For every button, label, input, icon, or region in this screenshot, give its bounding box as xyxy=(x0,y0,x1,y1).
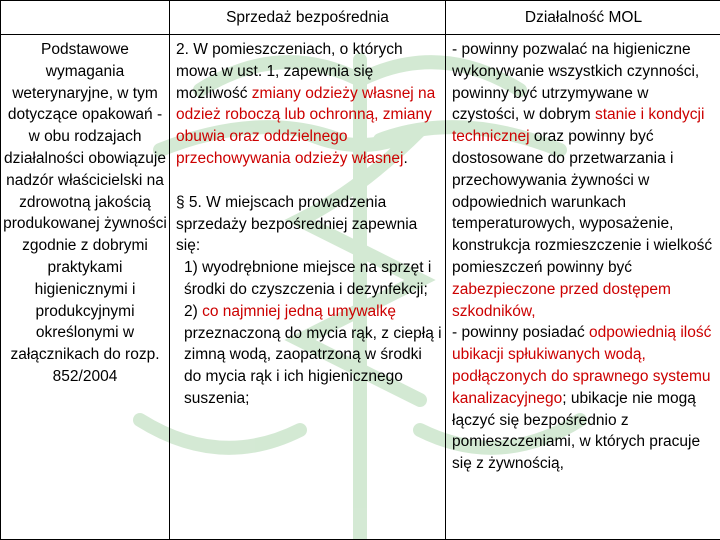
text-segment: - powinny pozwalać na higieniczne wykonywanie wszystkich czynności, powinny być utrzymywane w czystości, w dobrym xyxy=(452,41,700,124)
direct-sales-paragraph-2: § 5. W miejscach prowadzenia sprzedaży bezpośredniej zapewnia się: xyxy=(176,193,418,255)
requirements-text: Podstawowe wymagania weterynaryjne, w tym dotyczące opakowań - w obu rodzajach działalności obowiązuje nadzór właścicielski na zdrowotną jakością produkowanej żywności zgodnie z dobrymi praktykami higienicznymi i produkcyjnymi określonymi w załącznikach do rozp. 852/2004 xyxy=(3,41,167,385)
highlight-segment: co najmniej jedną umywalkę xyxy=(202,302,396,320)
mol-paragraph-1 xyxy=(452,39,719,322)
header-direct-sales: Sprzedaż bezpośrednia xyxy=(170,1,446,35)
direct-sales-paragraph-1 xyxy=(176,39,443,170)
requirements-cell xyxy=(1,35,170,540)
header-mol: Działalność MOL xyxy=(446,1,720,35)
table-header-row xyxy=(1,1,720,35)
text-segment: ; ubikacje nie mogą łączyć się bezpośrednio z pomieszczeniami, w których pracuje się z żywnością, xyxy=(452,389,701,473)
mol-paragraph-2 xyxy=(452,322,719,475)
text-segment: - powinny posiadać xyxy=(452,324,589,342)
direct-sales-item-2 xyxy=(176,301,443,410)
table-row xyxy=(1,35,720,540)
highlight-segment: zmiany odzieży własnej na odzież roboczą lub ochronną, zmiany obuwia oraz oddzielnego przechowywania odzieży własnej xyxy=(176,84,436,167)
text-segment: . xyxy=(403,149,408,167)
highlight-segment: zabezpieczone przed dostępem szkodników, xyxy=(452,280,671,320)
item-number: 2) xyxy=(184,302,203,320)
direct-sales-item-1: 1) wyodrębnione miejsce na sprzęt i środki do czyszczenia i dezynfekcji; xyxy=(184,259,432,298)
text-segment: 2. W pomieszczeniach, o których mowa w ust. 1, zapewnia się możliwość xyxy=(176,41,403,102)
mol-cell xyxy=(446,35,720,540)
direct-sales-cell xyxy=(170,35,446,540)
text-segment: przeznaczoną do mycia rąk, z ciepłą i zimną wodą, zaopatrzoną w środki do mycia rąk i ich higienicznego suszenia; xyxy=(184,324,442,407)
highlight-segment: stanie i kondycji technicznej xyxy=(452,106,705,146)
header-empty xyxy=(1,1,170,35)
text-segment: oraz powinny być dostosowane do przetwarzania i przechowywania żywności w odpowiednich warunkach temperaturowych, wyposażenie, konstrukcja rozmieszczenie i wielkość pomieszczeń powinny być xyxy=(452,128,713,276)
highlight-segment: odpowiednią ilość ubikacji spłukiwanych wodą, podłączonych do sprawnego systemu kanalizacyjnego xyxy=(452,324,712,407)
